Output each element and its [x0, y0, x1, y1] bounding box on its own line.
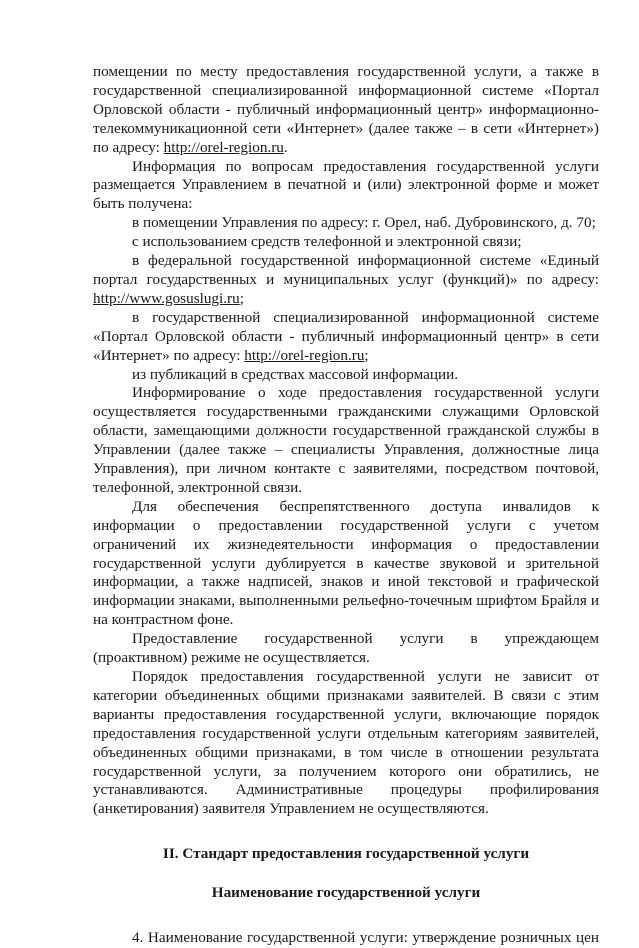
gosuslugi-link[interactable]: http://www.gosuslugi.ru	[93, 289, 240, 307]
section-heading: II. Стандарт предоставления государственной услуги	[162, 845, 530, 863]
service-name-paragraph: 4. Наименование государственной услуги: утверждение розничных цен	[132, 929, 599, 947]
portal-link[interactable]: http://orel-region.ru	[244, 346, 365, 364]
info-item-media: из публикаций в средствах массовой информации.	[132, 365, 459, 383]
order-paragraph: Порядок предоставления государственной услуги не зависит от категории объединенных общими признаками заявителей. В связи с этим варианты предоставления государственной услуги, включающие порядок предоставления государственной услуги отдельным категориям заявителей, объединенных общими признаками, в том числе в отношении результата государственной услуги, за получением которого они обратились, не устанавливаются. Административные процедуры профилирования (анкетирования) заявителя Управлением не осуществляются.	[93, 668, 599, 818]
info-lead-paragraph: Информация по вопросам предоставления государственной услуги размещается Управлением в печатной и (или) электронной форме и может быть получена:	[93, 157, 599, 213]
info-item-gosuslugi	[93, 252, 599, 309]
disabled-access-paragraph: Для обеспечения беспрепятственного доступа инвалидов к информации о предоставлении государственной услуги с учетом ограничений их жизнедеятельности информация о предоставлении государственной услуги дублируется в качестве звуковой и зрительной информации, а также надписей, знаков и иной текстовой и графической информации знаками, выполненными рельефно-точечным шрифтом Брайля и на контрастном фоне.	[93, 497, 599, 629]
info-item-portal	[93, 309, 599, 366]
proactive-paragraph: Предоставление государственной услуги в упреждающем (проактивном) режиме не осуществляется.	[93, 630, 599, 667]
portal-text: в государственной специализированной информационной системе «Портал Орловской области - публичный информационный центр» в сети «Интернет» по адресу:	[93, 308, 599, 364]
info-item-premises: в помещении Управления по адресу: г. Орел, наб. Дубровинского, д. 70;	[132, 214, 596, 232]
intro-end: .	[283, 138, 288, 156]
intro-paragraph	[93, 63, 599, 158]
informing-paragraph: Информирование о ходе предоставления государственной услуги осуществляется государственными гражданскими служащими Орловской области, замещающими должности государственной гражданской службы в Управлении (далее также – специалисты Управления, должностные лица Управления), при личном контакте с заявителями, посредством почтовой, телефонной, электронной связи.	[93, 384, 599, 496]
info-item-phone: с использованием средств телефонной и электронной связи;	[132, 233, 522, 251]
portal-end: ;	[364, 346, 369, 364]
gosuslugi-end: ;	[239, 289, 244, 307]
orel-region-link[interactable]: http://orel-region.ru	[163, 138, 284, 156]
document-page	[93, 63, 599, 948]
gosuslugi-text: в федеральной государственной информационной системе «Единый портал государственных и муниципальных услуг (функций)» по адресу:	[93, 252, 599, 288]
subsection-heading: Наименование государственной услуги	[211, 884, 481, 902]
intro-text: помещении по месту предоставления государственной услуги, а также в государственной специализированной информационной системе «Портал Орловской области - публичный информационный центр» информационно-телекоммуникационной сети «Интернет» (далее также – в сети «Интернет») по адресу:	[93, 63, 599, 156]
